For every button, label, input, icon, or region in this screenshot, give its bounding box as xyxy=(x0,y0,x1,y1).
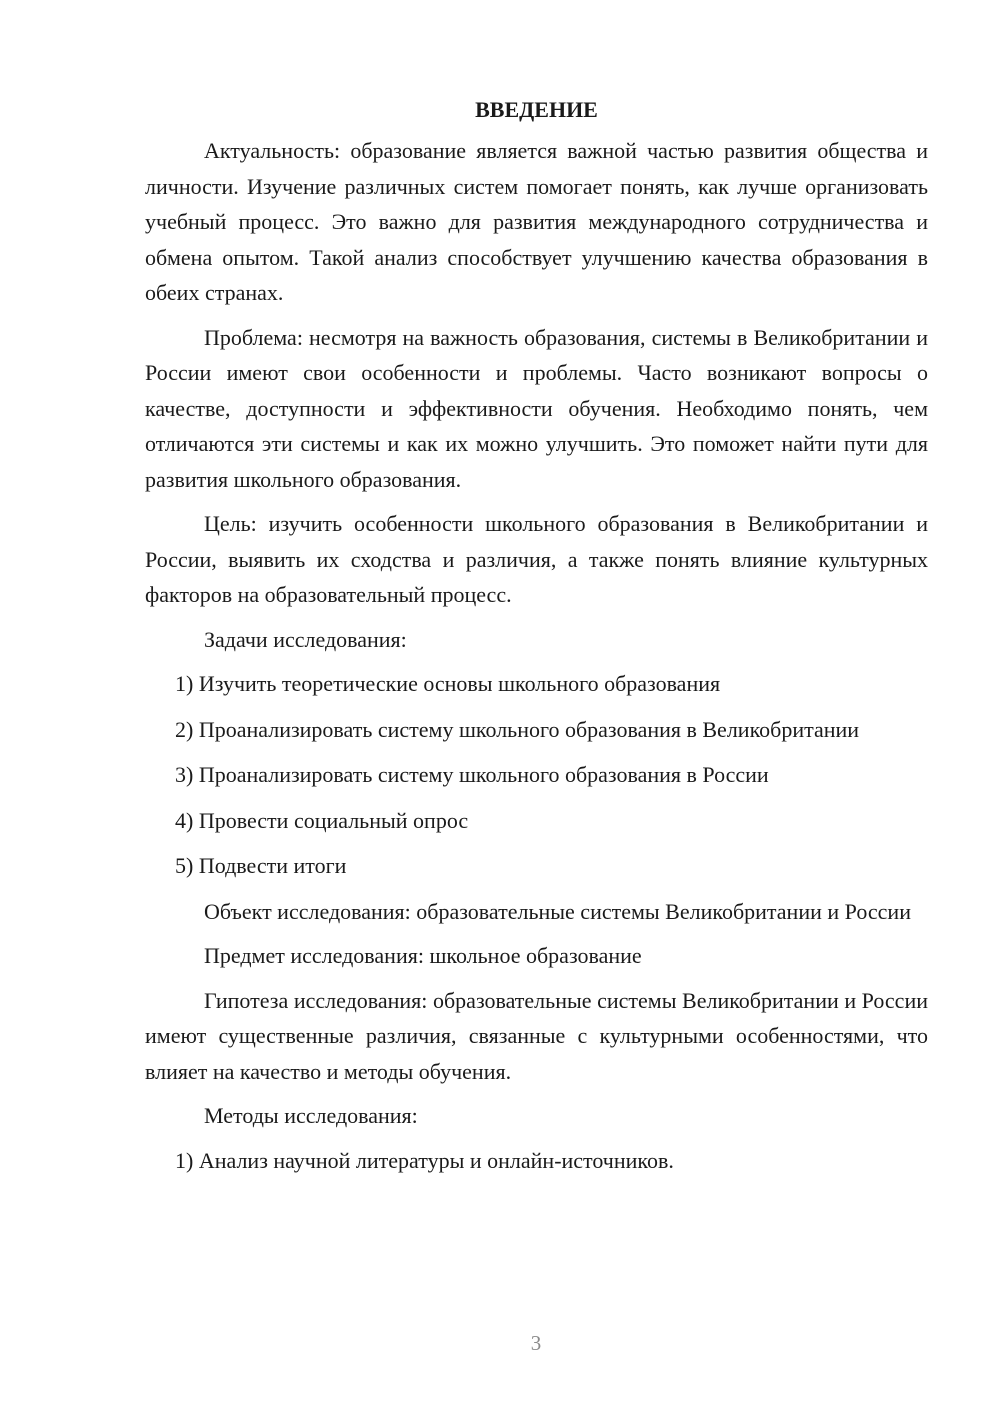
tasks-heading: Задачи исследования: xyxy=(204,626,407,652)
object-paragraph: Объект исследования: образовательные системы Великобритании и России xyxy=(204,898,911,924)
task-item: 2) Проанализировать систему школьного образования в Великобритании xyxy=(175,716,860,742)
goal-paragraph: Цель: изучить особенности школьного образования в Великобритании и России, выявить их сходства и различия, а также понять влияние культурных факторов на образовательный процесс. xyxy=(145,511,928,607)
task-item: 1) Изучить теоретические основы школьного образования xyxy=(175,671,721,696)
page-body xyxy=(145,92,928,1188)
method-item: 1) Анализ научной литературы и онлайн-источников. xyxy=(175,1147,674,1173)
section-title: ВВЕДЕНИЕ xyxy=(475,97,598,122)
task-item: 5) Подвести итоги xyxy=(175,853,347,878)
subject-paragraph: Предмет исследования: школьное образование xyxy=(204,943,642,968)
task-item: 4) Провести социальный опрос xyxy=(175,807,469,833)
task-item: 3) Проанализировать систему школьного образования в России xyxy=(175,762,769,787)
relevance-paragraph: Актуальность: образование является важной частью развития общества и личности. Изучение различных систем помогает понять, как лучше организовать учебный процесс. Это важно для развития международного сотрудничества и обмена опытом. Такой анализ способствует улучшению качества образования в обеих странах. xyxy=(145,138,928,305)
page-number: 3 xyxy=(530,1331,542,1355)
problem-paragraph: Проблема: несмотря на важность образования, системы в Великобритании и России имеют свои особенности и проблемы. Часто возникают вопросы о качестве, доступности и эффективности обучения. Необходимо понять, чем отличаются эти системы и как их можно улучшить. Это поможет найти пути для развития школьного образования. xyxy=(145,324,928,492)
methods-heading: Методы исследования: xyxy=(204,1103,418,1128)
hypothesis-paragraph: Гипотеза исследования: образовательные системы Великобритании и России имеют существенные различия, связанные с культурными особенностями, что влияет на качество и методы обучения. xyxy=(145,987,928,1084)
